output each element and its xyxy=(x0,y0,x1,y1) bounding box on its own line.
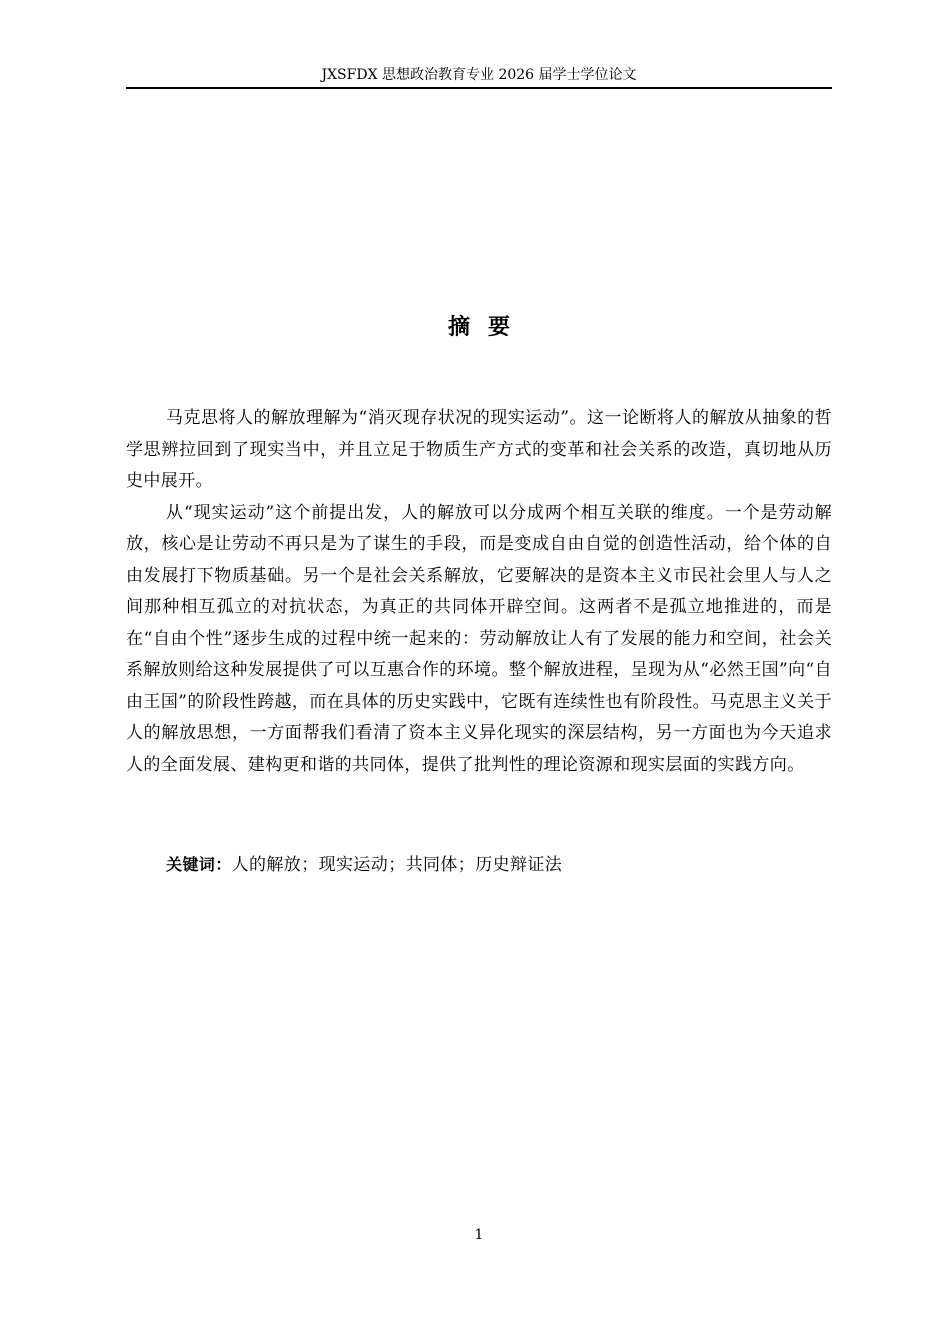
keywords-text: 人的解放；现实运动；共同体；历史辩证法 xyxy=(231,855,563,875)
abstract-title: 摘要 xyxy=(447,315,528,340)
keywords-line xyxy=(126,849,832,881)
keywords-label: 关键词： xyxy=(166,855,232,874)
abstract-paragraph-2: 从“现实运动”这个前提出发，人的解放可以分成两个相互关联的维度。一个是劳动解放，核心是让劳动不再只是为了谋生的手段，而是变成自由自觉的创造性活动，给个体的自由发展打下物质基础。另一个是社会关系解放，它要解决的是资本主义市民社会里人与人之间那种相互孤立的对抗状态，为真正的共同体开辟空间。这两者不是孤立地推进的，而是在“自由个性”逐步生成的过程中统一起来的：劳动解放让人有了发展的能力和空间，社会关系解放则给这种发展提供了可以互惠合作的环境。整个解放进程，呈现为从“必然王国”向“自由王国”的阶段性跨越，而在具体的历史实践中，它既有连续性也有阶段性。马克思主义关于人的解放思想，一方面帮我们看清了资本主义异化现实的深层结构，另一方面也为今天追求人的全面发展、建构更和谐的共同体，提供了批判性的理论资源和现实层面的实践方向。 xyxy=(126,502,832,775)
abstract-paragraph-1: 马克思将人的解放理解为“消灭现存状况的现实运动”。这一论断将人的解放从抽象的哲学思辨拉回到了现实当中，并且立足于物质生产方式的变革和社会关系的改造，真切地从历史中展开。 xyxy=(126,408,832,491)
running-header: JXSFDX 思想政治教育专业 2026 届学士学位论文 xyxy=(321,67,637,83)
page-number: 1 xyxy=(474,1227,484,1243)
abstract-body xyxy=(126,403,832,781)
header-rule xyxy=(126,87,832,89)
